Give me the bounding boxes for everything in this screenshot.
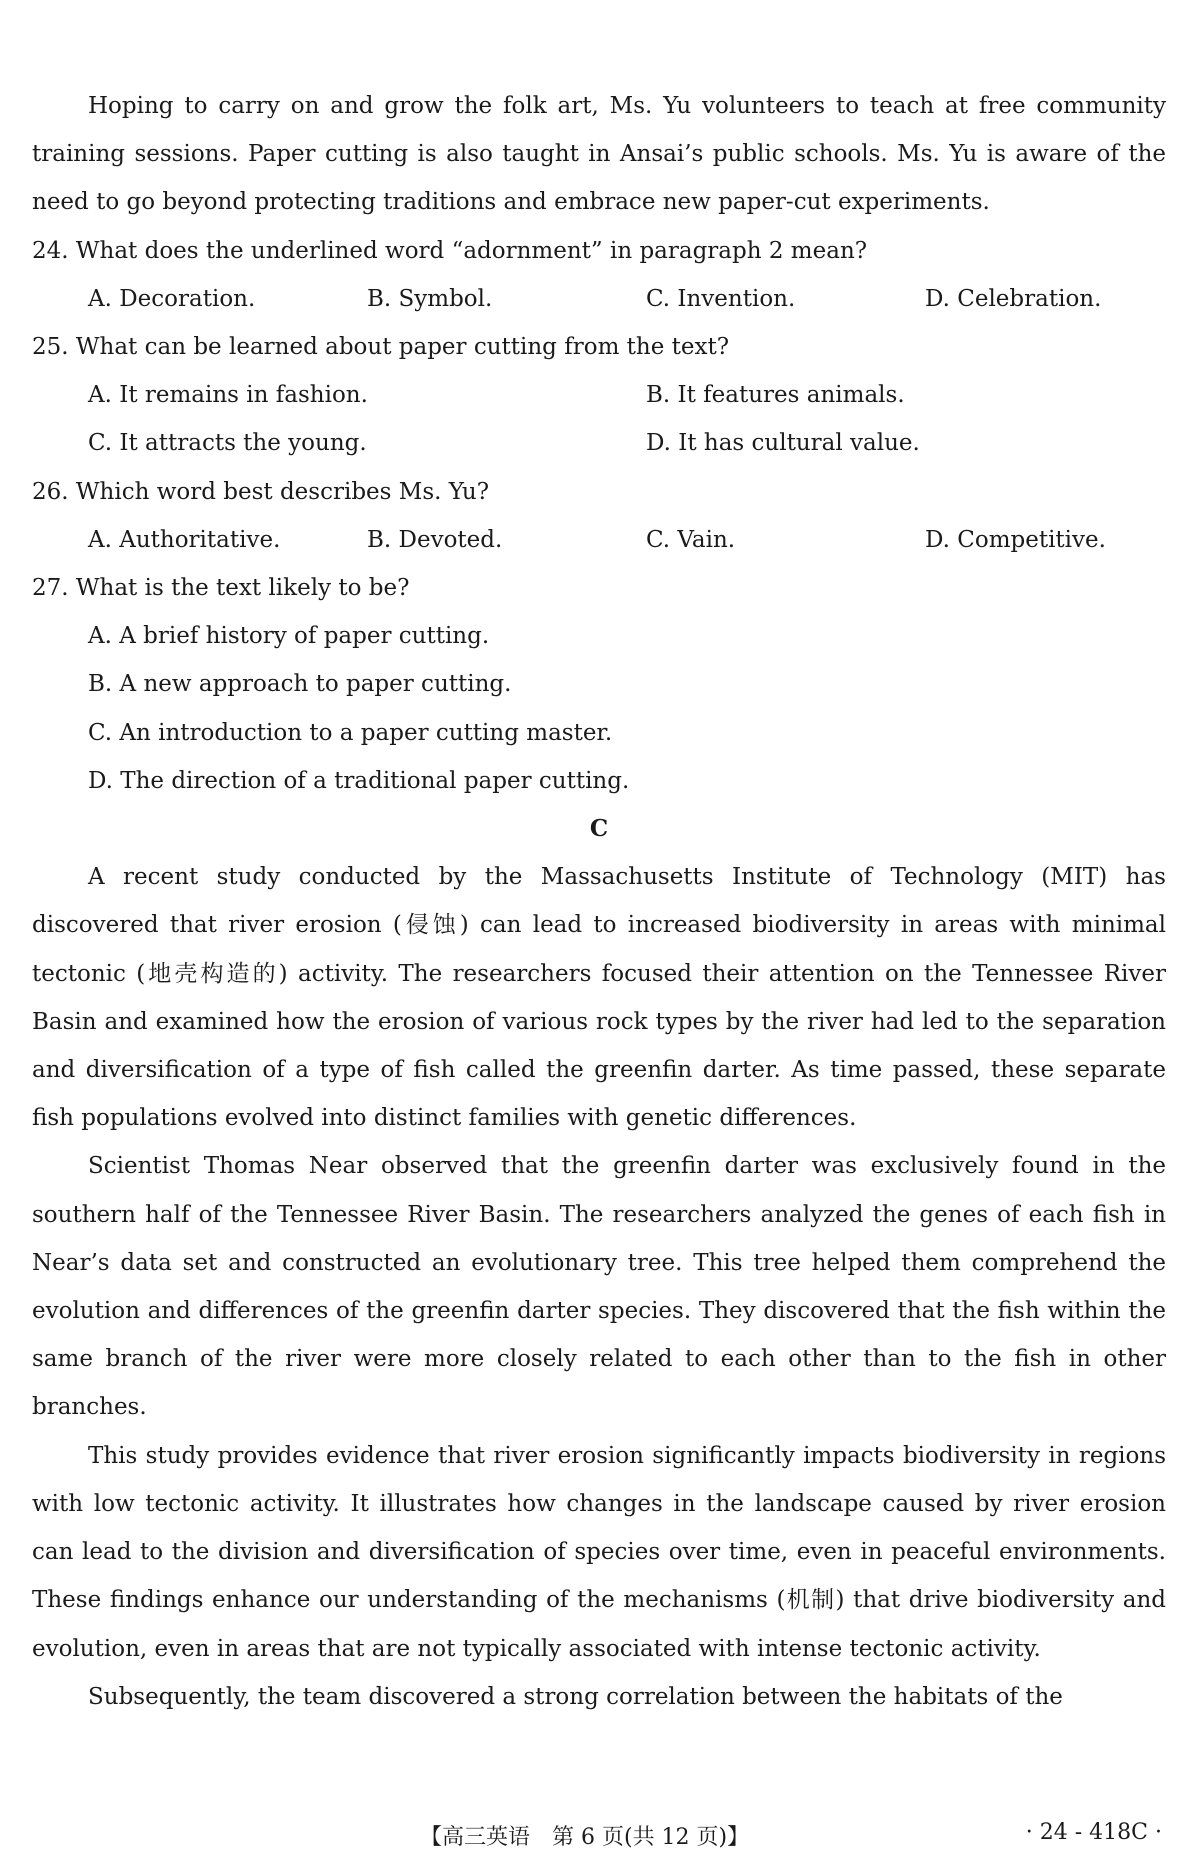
question-24-option-c: C. Invention.	[646, 285, 796, 312]
question-27-option-a: A. A brief history of paper cutting.	[88, 623, 490, 650]
question-26-options	[32, 516, 1166, 564]
footer-page-info: 【高三英语 第 6 页(共 12 页)】	[420, 1825, 750, 1850]
question-27-option-d: D. The direction of a traditional paper cutting.	[88, 767, 630, 794]
question-25-option-a: A. It remains in fashion.	[88, 382, 368, 409]
question-24-option-a: A. Decoration.	[88, 285, 256, 312]
question-24-stem: 24. What does the underlined word “adornment” in paragraph 2 mean?	[32, 237, 868, 264]
question-26-option-a: A. Authoritative.	[88, 526, 281, 553]
question-25-option-d: D. It has cultural value.	[646, 430, 920, 457]
section-c-paragraph-2: Scientist Thomas Near observed that the greenfin darter was exclusively found in the southern half of the Tennessee River Basin. The researchers analyzed the genes of each fish in Near’s data set and constructed an evolutionary tree. This tree helped them comprehend the evolution and differences of the greenfin darter species. They discovered that the fish within the same branch of the river were more closely related to each other than to the fish in other branches.	[32, 1153, 1166, 1421]
section-c-paragraph-1: A recent study conducted by the Massachusetts Institute of Technology (MIT) has discovered that river erosion (侵蚀) can lead to increased biodiversity in areas with minimal tectonic (地壳构造的) activity. The researchers focused their attention on the Tennessee River Basin and examined how the erosion of various rock types by the river had led to the separation and diversification of a type of fish called the greenfin darter. As time passed, these separate fish populations evolved into distinct families with genetic differences.	[32, 864, 1166, 1132]
question-25-options	[32, 371, 1166, 467]
section-c-heading: C	[589, 815, 609, 843]
section-c-paragraph-3: This study provides evidence that river erosion significantly impacts biodiversity in regions with low tectonic activity. It illustrates how changes in the landscape caused by river erosion can lead to the division and diversification of species over time, even in peaceful environments. These findings enhance our understanding of the mechanisms (机制) that drive biodiversity and evolution, even in areas that are not typically associated with intense tectonic activity.	[32, 1442, 1166, 1662]
question-24-options	[32, 275, 1166, 323]
question-26-option-d: D. Competitive.	[925, 526, 1106, 553]
question-27-option-b: B. A new approach to paper cutting.	[88, 671, 512, 698]
question-26-option-b: B. Devoted.	[367, 526, 503, 553]
question-25-stem: 25. What can be learned about paper cutting from the text?	[32, 334, 730, 361]
question-24-option-b: B. Symbol.	[367, 285, 493, 312]
question-25-option-b: B. It features animals.	[646, 382, 905, 409]
question-26-stem: 26. Which word best describes Ms. Yu?	[32, 478, 490, 505]
passage-b-final-paragraph: Hoping to carry on and grow the folk art, Ms. Yu volunteers to teach at free community training sessions. Paper cutting is also taught in Ansai’s public schools. Ms. Yu is aware of the need to go beyond protecting traditions and embrace new paper-cut experiments.	[32, 93, 1166, 216]
question-24-option-d: D. Celebration.	[925, 285, 1102, 312]
page-content	[32, 82, 1166, 1721]
section-c-paragraph-4: Subsequently, the team discovered a strong correlation between the habitats of the	[88, 1683, 1063, 1710]
question-26-option-c: C. Vain.	[646, 526, 736, 553]
question-27-stem: 27. What is the text likely to be?	[32, 575, 410, 602]
question-25-option-c: C. It attracts the young.	[88, 430, 367, 457]
page-footer	[0, 1820, 1200, 1854]
footer-exam-code: · 24 - 418C ·	[1025, 1820, 1162, 1845]
question-27-option-c: C. An introduction to a paper cutting master.	[88, 719, 613, 746]
